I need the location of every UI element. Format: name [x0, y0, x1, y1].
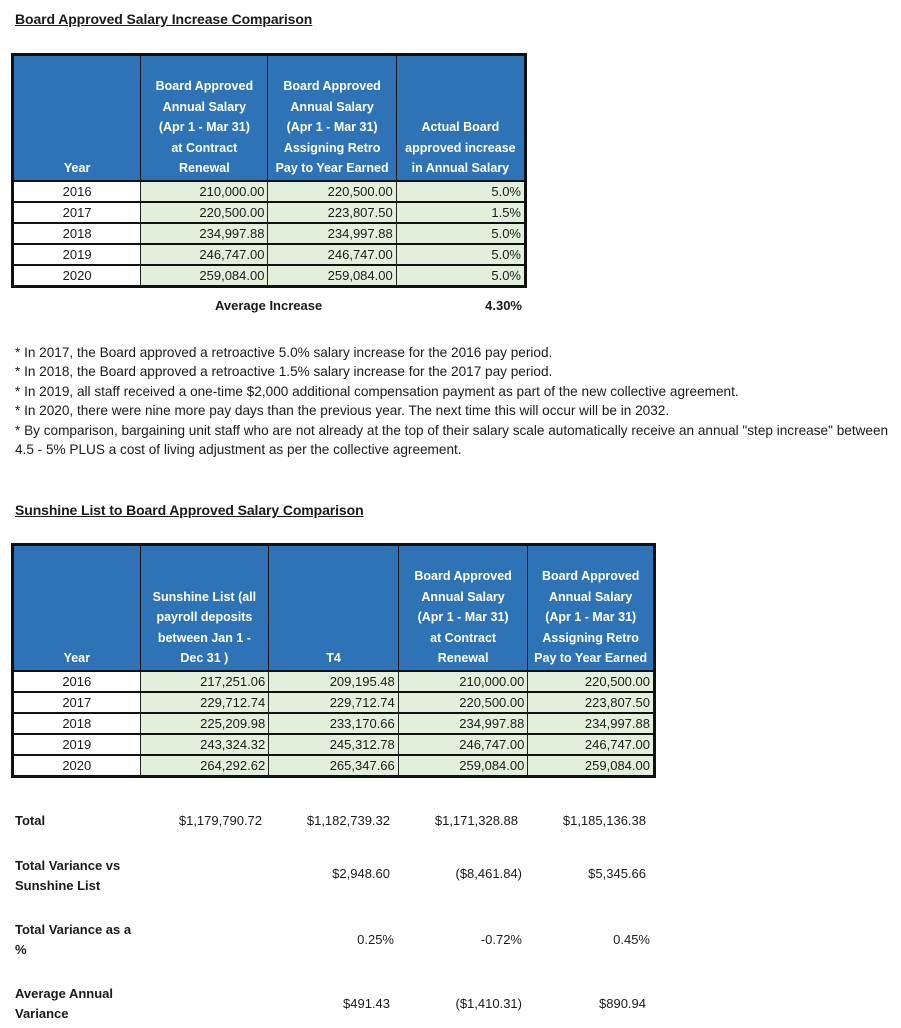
variance-pct-label: Total Variance as a %	[15, 922, 132, 957]
header-t4: T4	[269, 545, 399, 671]
average-increase-label: Average Increase	[215, 298, 323, 313]
salary-increase-table	[11, 53, 527, 288]
year-cell: 2016	[13, 181, 141, 202]
average-increase-value: 4.30%	[485, 298, 522, 313]
total-t4: $1,182,739.32	[306, 813, 390, 828]
header-year: Year	[13, 55, 141, 181]
contract-salary-cell: 220,500.00	[398, 692, 528, 713]
contract-salary-cell: 220,500.00	[141, 202, 268, 223]
retro-salary-cell: 234,997.88	[528, 713, 655, 734]
retro-salary-cell: 223,807.50	[268, 202, 396, 223]
retro-salary-cell: 246,747.00	[268, 244, 396, 265]
retro-salary-cell: 246,747.00	[528, 734, 655, 755]
retro-salary-cell: 234,997.88	[268, 223, 396, 244]
t4-cell: 265,347.66	[269, 755, 399, 777]
variance-label: Total Variance vs Sunshine List	[15, 858, 121, 893]
avg-variance-label: Average Annual Variance	[15, 986, 114, 1021]
t4-cell: 209,195.48	[269, 671, 399, 692]
footnote: * By comparison, bargaining unit staff who are not already at the top of their salary scale automatically receive an annual "step increase" between 4.5 - 5% PLUS a cost of living adjustment as per the collective agreement.	[15, 422, 889, 458]
header-contract-salary: Board Approved Annual Salary (Apr 1 - Mar 31) at Contract Renewal	[398, 545, 528, 671]
footnote: * In 2017, the Board approved a retroactive 5.0% salary increase for the 2016 pay period.	[15, 345, 553, 360]
retro-salary-cell: 259,084.00	[528, 755, 655, 777]
increase-cell: 5.0%	[396, 244, 525, 265]
total-retro: $1,185,136.38	[562, 813, 646, 828]
table1-title: Board Approved Salary Increase Comparison	[15, 11, 313, 27]
retro-salary-cell: 259,084.00	[268, 265, 396, 287]
table-row	[13, 713, 655, 734]
sunshine-cell: 217,251.06	[140, 671, 269, 692]
increase-cell: 1.5%	[396, 202, 525, 223]
header-actual-increase: Actual Board approved increase in Annual Salary	[396, 55, 525, 181]
table-row	[13, 223, 526, 244]
footnote: * In 2018, the Board approved a retroactive 1.5% salary increase for the 2017 pay period.	[15, 364, 553, 380]
sunshine-cell: 264,292.62	[140, 755, 269, 777]
variance-t4: $2,948.60	[332, 866, 390, 881]
sunshine-cell: 225,209.98	[140, 713, 269, 734]
table-row	[13, 734, 655, 755]
t4-cell: 229,712.74	[269, 692, 399, 713]
year-cell: 2017	[13, 692, 141, 713]
header-sunshine-list: Sunshine List (all payroll deposits between Jan 1 - Dec 31 )	[140, 545, 269, 671]
increase-cell: 5.0%	[396, 265, 525, 287]
table2-title: Sunshine List to Board Approved Salary Comparison	[15, 502, 364, 518]
total-sunshine: $1,179,790.72	[178, 813, 262, 828]
variance-contract: ($8,461.84)	[455, 866, 522, 881]
increase-cell: 5.0%	[396, 223, 525, 244]
header-retro-salary: Board Approved Annual Salary (Apr 1 - Mar 31) Assigning Retro Pay to Year Earned	[268, 55, 396, 181]
year-cell: 2016	[13, 671, 141, 692]
variance-pct-contract: -0.72%	[480, 932, 522, 947]
contract-salary-cell: 234,997.88	[141, 223, 268, 244]
increase-cell: 5.0%	[396, 181, 525, 202]
header-retro-salary: Board Approved Annual Salary (Apr 1 - Mar 31) Assigning Retro Pay to Year Earned	[528, 545, 655, 671]
year-cell: 2020	[13, 755, 141, 777]
retro-salary-cell: 220,500.00	[528, 671, 655, 692]
variance-retro: $5,345.66	[588, 866, 646, 881]
table-row	[13, 671, 655, 692]
year-cell: 2020	[13, 265, 141, 287]
year-cell: 2018	[13, 223, 141, 244]
contract-salary-cell: 246,747.00	[398, 734, 528, 755]
variance-pct-retro: 0.45%	[613, 932, 650, 947]
year-cell: 2018	[13, 713, 141, 734]
table-row	[13, 181, 526, 202]
avg-variance-t4: $491.43	[343, 996, 390, 1011]
variance-pct-t4: 0.25%	[357, 932, 394, 947]
total-label: Total	[15, 813, 46, 828]
table-row	[13, 244, 526, 265]
table-row	[13, 755, 655, 777]
sunshine-cell: 229,712.74	[140, 692, 269, 713]
contract-salary-cell: 234,997.88	[398, 713, 528, 734]
avg-variance-contract: ($1,410.31)	[455, 996, 522, 1011]
header-contract-salary: Board Approved Annual Salary (Apr 1 - Mar 31) at Contract Renewal	[141, 55, 268, 181]
year-cell: 2019	[13, 734, 141, 755]
header-year: Year	[13, 545, 141, 671]
sunshine-comparison-table	[11, 543, 656, 778]
table-row	[13, 202, 526, 223]
footnote: * In 2019, all staff received a one-time $2,000 additional compensation payment as part of the new collective agreement.	[15, 383, 739, 399]
contract-salary-cell: 259,084.00	[141, 265, 268, 287]
t4-cell: 245,312.78	[269, 734, 399, 755]
contract-salary-cell: 210,000.00	[141, 181, 268, 202]
table-row	[13, 265, 526, 287]
retro-salary-cell: 223,807.50	[528, 692, 655, 713]
footnote: * In 2020, there were nine more pay days than the previous year. The next time this will occur will be in 2032.	[15, 403, 670, 419]
year-cell: 2019	[13, 244, 141, 265]
retro-salary-cell: 220,500.00	[268, 181, 396, 202]
contract-salary-cell: 210,000.00	[398, 671, 528, 692]
total-contract: $1,171,328.88	[434, 813, 518, 828]
t4-cell: 233,170.66	[269, 713, 399, 734]
contract-salary-cell: 246,747.00	[141, 244, 268, 265]
year-cell: 2017	[13, 202, 141, 223]
sunshine-cell: 243,324.32	[140, 734, 269, 755]
contract-salary-cell: 259,084.00	[398, 755, 528, 777]
table-row	[13, 692, 655, 713]
avg-variance-retro: $890.94	[599, 996, 646, 1011]
footnotes	[15, 343, 895, 459]
